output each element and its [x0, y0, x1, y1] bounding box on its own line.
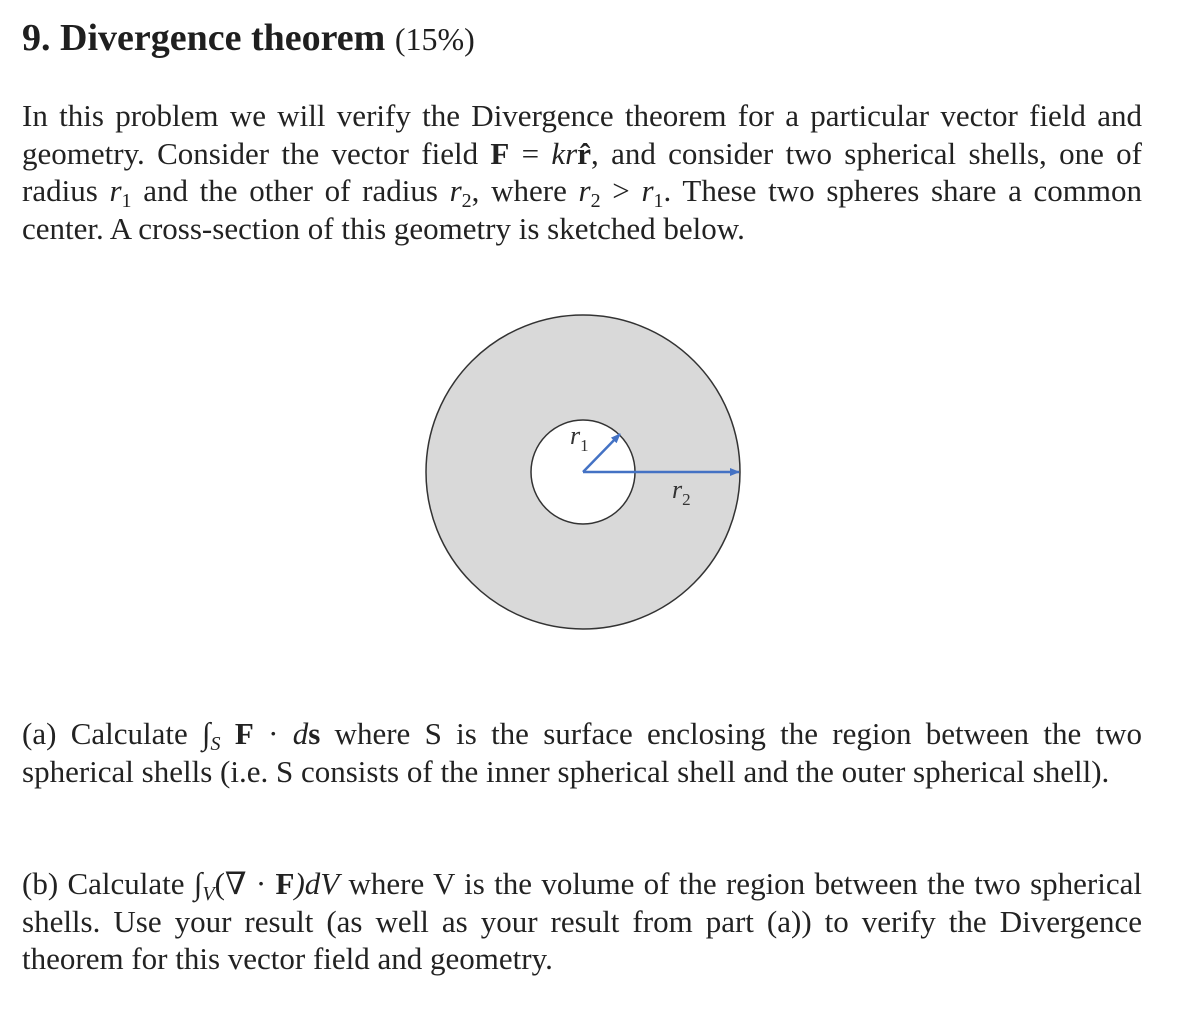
- part-a-prefix: (a) Calculate: [22, 716, 203, 751]
- part-b-prefix: (b) Calculate: [22, 866, 194, 901]
- compare-left-subscript: 2: [590, 190, 601, 212]
- field-symbol: F: [490, 135, 510, 171]
- intro-text-4: , where: [471, 173, 579, 208]
- inner-radius-label-sub: 1: [580, 436, 589, 455]
- part-a-field-symbol: F: [234, 716, 254, 751]
- part-b-field-symbol: F: [275, 866, 295, 901]
- part-b-text: where V is the volume of the region between the two spherical shells. Use your result (as well as your result from part (a)) to verify the Divergence theorem for this vector field and geometry.: [22, 866, 1142, 976]
- field-unit-vector: r̂: [577, 135, 592, 171]
- part-b-paragraph: [22, 865, 1142, 978]
- part-b-integrand-end: )dV: [294, 866, 340, 901]
- intro-text-1: In this problem we will verify the Divergence theorem for a particular vector field and geometry. Consider the vector field: [22, 98, 1142, 171]
- part-b-integrand: (∇ ·: [214, 866, 276, 901]
- compare-right-subscript: 1: [653, 190, 664, 212]
- problem-heading: [22, 16, 475, 60]
- equals-sign: =: [509, 135, 552, 171]
- part-a-paragraph: [22, 715, 1142, 790]
- volume-integral-sign: ∫: [193, 866, 203, 901]
- part-a-text: where S is the surface enclosing the region between the two spherical shells (i.e. S consists of the inner spherical shell and the outer spherical shell).: [22, 716, 1142, 789]
- r1-symbol: r: [109, 173, 122, 208]
- intro-text-2: , and consider two spherical shells, one of radius: [22, 135, 1142, 208]
- surface-integral-sign: ∫: [202, 716, 211, 751]
- problem-title: 9. Divergence theorem: [22, 17, 386, 59]
- outer-radius-label-sub: 2: [682, 490, 691, 509]
- intro-paragraph: [22, 97, 1142, 247]
- compare-right-symbol: r: [641, 173, 654, 208]
- r2-subscript: 2: [461, 190, 472, 212]
- shells-cross-section-figure: [420, 308, 750, 638]
- compare-left-symbol: r: [578, 173, 591, 208]
- part-a-s: s: [308, 716, 321, 751]
- outer-radius-label: $r_2$: [672, 475, 691, 509]
- inner-radius-label: $r_1$: [570, 421, 589, 455]
- compare-operator: >: [600, 173, 642, 208]
- shells-diagram: [420, 308, 750, 638]
- part-a-dot: ·: [253, 716, 293, 751]
- intro-text-5: . These two spheres share a common center. A cross-section of this geometry is sketched below.: [22, 173, 1143, 246]
- surface-integral-subscript: S: [210, 733, 221, 755]
- part-a-d: d: [292, 716, 309, 751]
- volume-integral-subscript: V: [202, 883, 215, 905]
- r2-symbol: r: [449, 173, 462, 208]
- field-expression: kr: [551, 135, 578, 171]
- problem-weight: (15%): [394, 21, 475, 57]
- r1-subscript: 1: [121, 190, 132, 212]
- intro-text-3: and the other of radius: [131, 173, 450, 208]
